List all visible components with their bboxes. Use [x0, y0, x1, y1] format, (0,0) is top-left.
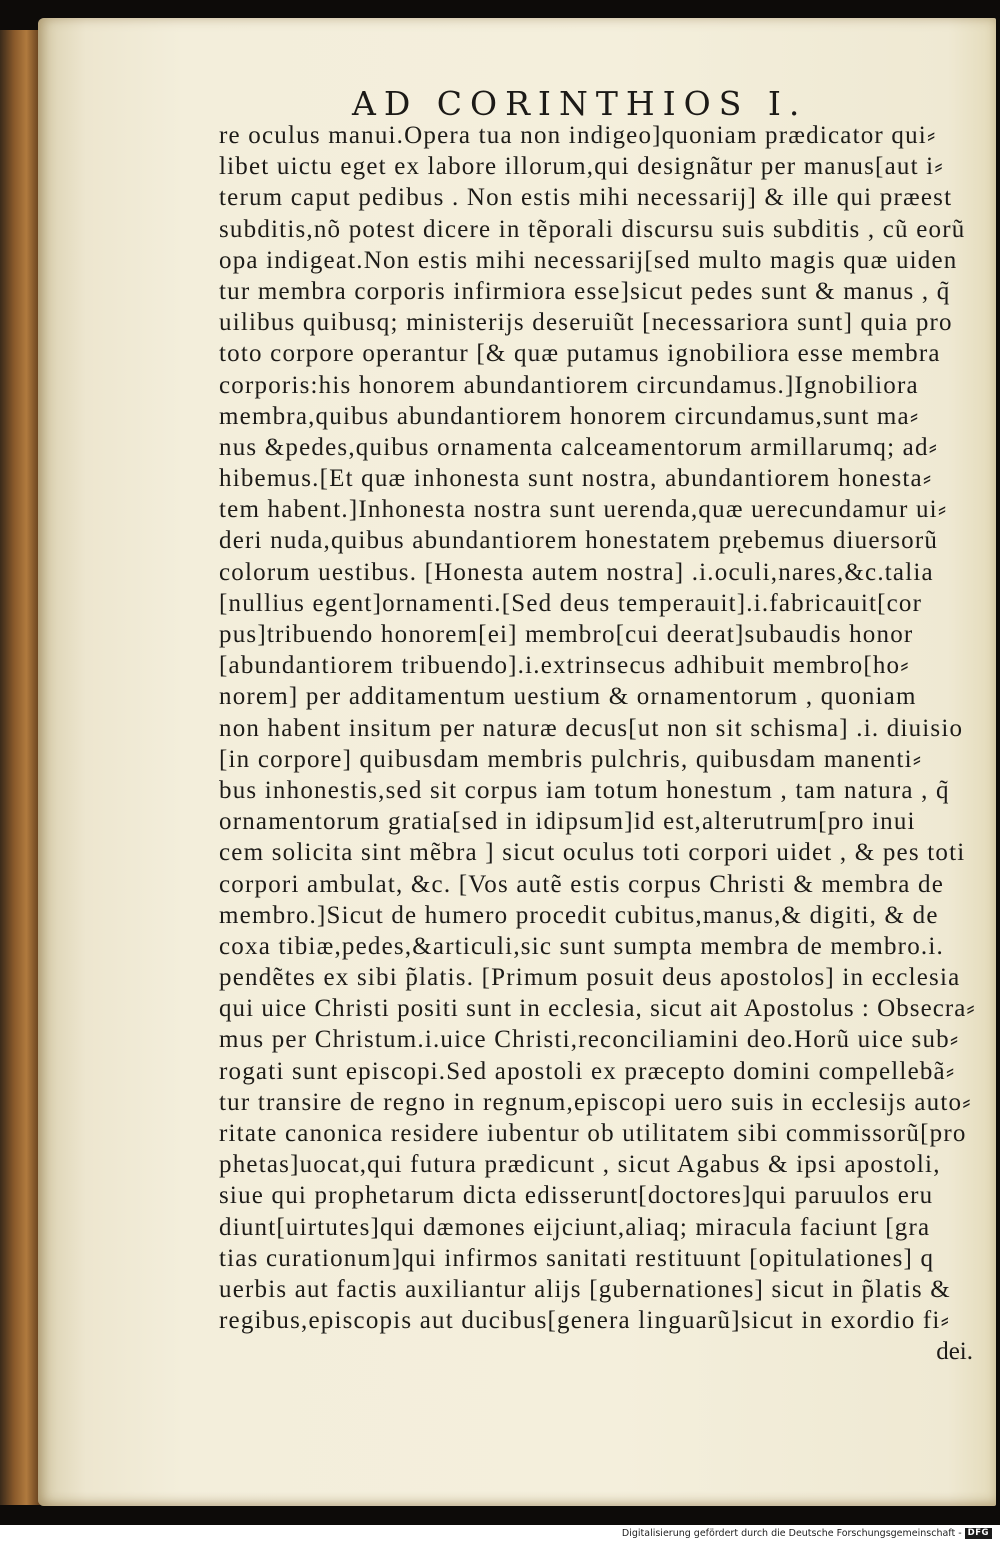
- text-line: mus per Christum.i.uice Christi,reconciliamini deo.Horũ uice sub⸗: [219, 1026, 960, 1054]
- text-line: corporis:his honorem abundantiorem circundamus.]Ignobiliora: [219, 371, 919, 399]
- text-line: re oculus manui.Opera tua non indigeo]quoniam prædicator qui⸗: [219, 122, 937, 149]
- text-line: deri nuda,quibus abundantiorem honestatem pr̨ebemus diuersorũ: [219, 527, 939, 555]
- text-line: hibemus.[Et quæ inhonesta sunt nostra, abundantiorem honesta⸗: [219, 465, 933, 493]
- text-line: diunt[uirtutes]qui dæmones eijciunt,aliaq; miracula faciunt [gra: [219, 1213, 931, 1241]
- text-line: rogati sunt episcopi.Sed apostoli ex præcepto domini compellebã⸗: [219, 1057, 956, 1085]
- text-line: ritate canonica residere iubentur ob utilitatem sibi commissorũ[pro: [219, 1120, 967, 1147]
- digitization-credit: [622, 1528, 992, 1539]
- text-line: tur membra corporis infirmiora esse]sicut pedes sunt & manus , q̃: [219, 277, 951, 305]
- text-line: regibus,episcopis aut ducibus[genera linguarũ]sicut in exordio fi⸗: [219, 1307, 951, 1335]
- text-line: membra,quibus abundantiorem honorem circundamus,sunt ma⸗: [219, 402, 920, 430]
- text-line: terum caput pedibus . Non estis mihi necessarij] & ille qui præest: [219, 184, 953, 212]
- text-line: [abundantiorem tribuendo].i.extrinsecus adhibuit membro[ho⸗: [219, 652, 910, 680]
- running-title: AD CORINTHIOS I.: [352, 84, 808, 123]
- text-line: corpori ambulat, &c. [Vos autẽ estis corpus Christi & membra de: [219, 870, 945, 898]
- text-line: tias curationum]qui infirmos sanitati restituunt [opitulationes] q: [219, 1244, 935, 1272]
- text-line: libet uictu eget ex labore illorum,qui designãtur per manus[aut i⸗: [219, 153, 944, 181]
- text-line: phetas]uocat,qui futura prædicunt , sicut Agabus & ipsi apostoli,: [219, 1151, 941, 1179]
- text-line: [nullius egent]ornamenti.[Sed deus temperauit].i.fabricauit[cor: [219, 589, 923, 617]
- text-line: pendẽtes ex sibi p̃latis. [Primum posuit deus apostolos] in ecclesia: [219, 964, 961, 992]
- text-line: tem habent.]Inhonesta nostra sunt uerenda,quæ uerecundamur ui⸗: [219, 496, 948, 524]
- text-line: membro.]Sicut de humero procedit cubitus,manus,& digiti, & de: [219, 901, 939, 929]
- text-line: non habent insitum per naturæ decus[ut non sit schisma] .i. diuisio: [219, 714, 964, 742]
- credit-text: Digitalisierung gefördert durch die Deutsche Forschungsgemeinschaft -: [621, 1528, 962, 1539]
- text-line: [in corpore] quibusdam membris pulchris, quibusdam manenti⸗: [219, 745, 923, 773]
- text-line: bus inhonestis,sed sit corpus iam totum honestum , tam natura , q̃: [219, 776, 950, 804]
- text-line: coxa tibiæ,pedes,&articuli,sic sunt sumpta membra de membro.i.: [219, 932, 944, 960]
- text-line: siue qui prophetarum dicta edisserunt[doctores]qui paruulos eru: [219, 1182, 934, 1210]
- dfg-logo: DFG: [965, 1528, 992, 1539]
- text-line: norem] per additamentum uestium & ornamentorum , quoniam: [219, 683, 917, 711]
- text-line: opa indigeat.Non estis mihi necessarij[sed multo magis quæ uiden: [219, 246, 958, 274]
- text-line: dei.: [936, 1338, 973, 1366]
- text-line: qui uice Christi positi sunt in ecclesia, sicut ait Apostolus : Obsecra⸗: [219, 995, 976, 1023]
- text-line: nus &pedes,quibus ornamenta calceamentorum armillarumq; ad⸗: [219, 433, 939, 461]
- text-line: ornamentorum gratia[sed in idipsum]id est,alterutrum[pro inui: [219, 808, 916, 836]
- text-line: pus]tribuendo honorem[ei] membro[cui deerat]subaudis honor: [219, 621, 914, 648]
- text-line: tur transire de regno in regnum,episcopi uero suis in ecclesijs auto⸗: [219, 1088, 972, 1116]
- text-line: colorum uestibus. [Honesta autem nostra] .i.oculi,nares,&c.talia: [219, 558, 934, 586]
- text-line: uilibus quibusq; ministerijs deseruiũt [necessariora sunt] quia pro: [219, 309, 953, 337]
- text-line: toto corpore operantur [& quæ putamus ignobiliora esse membra: [219, 340, 941, 368]
- text-line: uerbis aut factis auxiliantur alijs [gubernationes] sicut in p̃latis &: [219, 1275, 951, 1303]
- text-line: cem solicita sint mẽbra ] sicut oculus toti corpori uidet , & pes toti: [219, 839, 966, 867]
- text-line: subditis,nõ potest dicere in tẽporali discursu suis subditis , cũ eorũ: [219, 215, 966, 243]
- page-text: [219, 120, 979, 1368]
